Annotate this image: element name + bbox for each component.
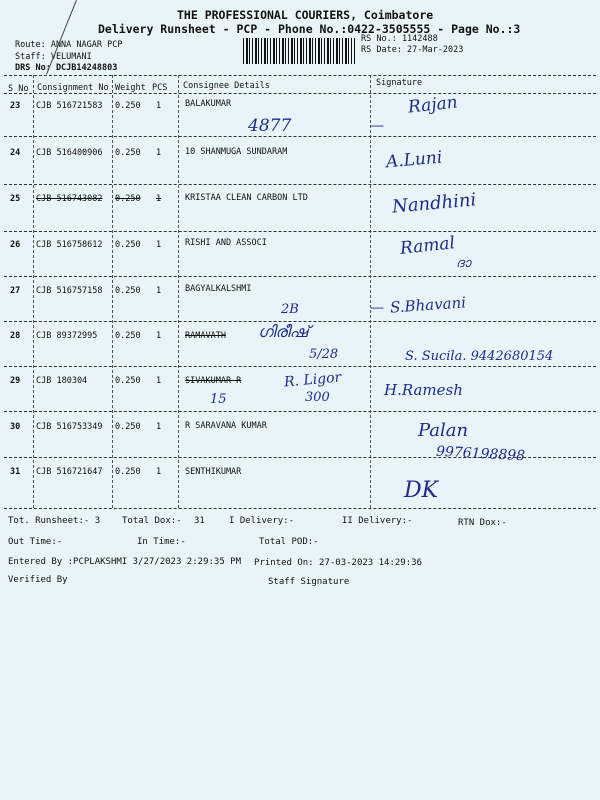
col-signature: Signature: [376, 78, 423, 88]
entered-by: Entered By :PCPLAKSHMI 3/27/2023 2:29:35 PM: [8, 557, 241, 567]
row-sno: 30: [10, 422, 21, 432]
row-pcs: 1: [156, 194, 162, 204]
rs-number: RS No.: 1142488: [361, 34, 438, 44]
divider: [4, 411, 596, 412]
handwritten-note: 300: [305, 390, 330, 405]
row-sno: 25: [10, 194, 21, 204]
divider: [4, 93, 596, 94]
runsheet-subtitle: Delivery Runsheet - PCP - Phone No.:0422-3505555 - Page No.:3: [98, 22, 521, 36]
handwritten-note: ഗിരീഷ്: [258, 322, 309, 341]
staff-signature: Staff Signature: [268, 577, 350, 587]
row-consignment: CJB 516400906: [36, 148, 103, 158]
handwritten-note: 2B: [281, 302, 299, 317]
divider: [4, 508, 596, 509]
row-consignee: SIVAKUMAR R: [185, 376, 242, 386]
row-pcs: 1: [156, 422, 162, 432]
total-dox-label: Total Dox:-: [122, 516, 182, 526]
col-sno: S No: [8, 84, 29, 94]
verified-by: Verified By: [8, 575, 68, 585]
row-weight: 0.250: [115, 286, 141, 296]
signature-25: Nandhini: [391, 189, 478, 218]
row-sno: 24: [10, 148, 21, 158]
row-sno: 28: [10, 331, 21, 341]
column-divider: [370, 75, 371, 508]
out-time: Out Time:-: [8, 537, 63, 547]
row-consignee: R SARAVANA KUMAR: [185, 421, 267, 431]
row-sno: 27: [10, 286, 21, 296]
row-weight: 0.250: [115, 422, 141, 432]
row-consignee: RAMAVATH: [185, 331, 226, 341]
col-consignment: Consignment No: [37, 83, 109, 93]
column-divider: [178, 75, 179, 508]
signature-24: A.Luni: [385, 147, 444, 173]
col-weight: Weight: [115, 83, 146, 93]
route-label: Route: ANNA NAGAR PCP: [15, 40, 123, 50]
pen-stroke: —: [370, 118, 384, 134]
barcode: [243, 38, 355, 64]
signature-30: Palan: [418, 420, 469, 441]
row-consignment: CJB 516758612: [36, 240, 103, 250]
row-consignment: CJB 516721647: [36, 467, 103, 477]
row-pcs: 1: [156, 101, 162, 111]
row-weight: 0.250: [115, 194, 141, 204]
handwritten-phone: 9976198898: [435, 443, 526, 465]
row-consignment: CJB 180304: [36, 376, 88, 386]
row-consignee: BALAKUMAR: [185, 99, 232, 109]
divider: [4, 231, 596, 232]
divider: [4, 184, 596, 185]
pen-stroke: —: [370, 300, 384, 316]
row-pcs: 1: [156, 331, 162, 341]
signature-26: Ramal: [399, 233, 456, 259]
signature-23: Rajan: [407, 92, 459, 118]
handwritten-note: 4877: [248, 116, 292, 136]
row-pcs: 1: [156, 467, 162, 477]
rs-date: RS Date: 27-Mar-2023: [361, 45, 464, 55]
column-divider: [33, 75, 34, 508]
tot-runsheet: Tot. Runsheet:- 3: [8, 516, 101, 526]
row-consignee: RISHI AND ASSOCI: [185, 238, 267, 248]
total-dox-value: 31: [194, 516, 205, 526]
row-consignment: CJB 516757158: [36, 286, 103, 296]
row-pcs: 1: [156, 376, 162, 386]
signature-27: S.Bhavani: [389, 293, 467, 317]
handwritten-note: 5/28: [309, 347, 339, 362]
row-weight: 0.250: [115, 240, 141, 250]
row-sno: 26: [10, 240, 21, 250]
i-delivery: I Delivery:-: [229, 516, 295, 526]
drs-label: DRS No: DCJB14248803: [15, 63, 118, 73]
row-consignee: SENTHIKUMAR: [185, 467, 242, 477]
divider: [4, 366, 596, 367]
staff-label: Staff: VELUMANI: [15, 52, 92, 62]
row-sno: 23: [10, 101, 21, 111]
row-consignment: CJB 516753349: [36, 422, 103, 432]
rtn-dox: RTN Dox:-: [458, 518, 507, 528]
col-pcs: PCS: [152, 83, 168, 93]
in-time: In Time:-: [137, 537, 186, 547]
row-pcs: 1: [156, 148, 162, 158]
handwritten-note: 15: [210, 392, 227, 407]
row-weight: 0.250: [115, 148, 141, 158]
row-consignee: KRISTAA CLEAN CARBON LTD: [185, 193, 308, 203]
company-title: THE PROFESSIONAL COURIERS, Coimbatore: [177, 8, 434, 22]
row-consignment: CJB 516743082: [36, 194, 103, 204]
row-pcs: 1: [156, 286, 162, 296]
row-consignment: CJB 89372995: [36, 331, 98, 341]
divider: [4, 75, 596, 76]
signature-31: DK: [404, 478, 439, 503]
total-pod: Total POD:-: [259, 537, 319, 547]
printed-on: Printed On: 27-03-2023 14:29:36: [254, 558, 422, 568]
ii-delivery: II Delivery:-: [342, 516, 413, 526]
handwritten-note: ദാ: [456, 256, 471, 271]
row-consignment: CJB 516721583: [36, 101, 103, 111]
signature-29: H.Ramesh: [384, 381, 463, 399]
row-sno: 31: [10, 467, 21, 477]
row-consignee: 10 SHANMUGA SUNDARAM: [185, 147, 288, 157]
column-divider: [112, 75, 113, 508]
handwritten-note: R. Ligor: [283, 369, 342, 391]
row-sno: 29: [10, 376, 21, 386]
row-consignee: BAGYALKALSHMI: [185, 284, 252, 294]
row-weight: 0.250: [115, 331, 141, 341]
col-consignee: Consignee Details: [183, 81, 270, 91]
row-weight: 0.250: [115, 467, 141, 477]
row-pcs: 1: [156, 240, 162, 250]
row-weight: 0.250: [115, 101, 141, 111]
divider: [4, 136, 596, 137]
signature-28: S. Sucila. 9442680154: [405, 349, 554, 364]
divider: [4, 276, 596, 277]
row-weight: 0.250: [115, 376, 141, 386]
